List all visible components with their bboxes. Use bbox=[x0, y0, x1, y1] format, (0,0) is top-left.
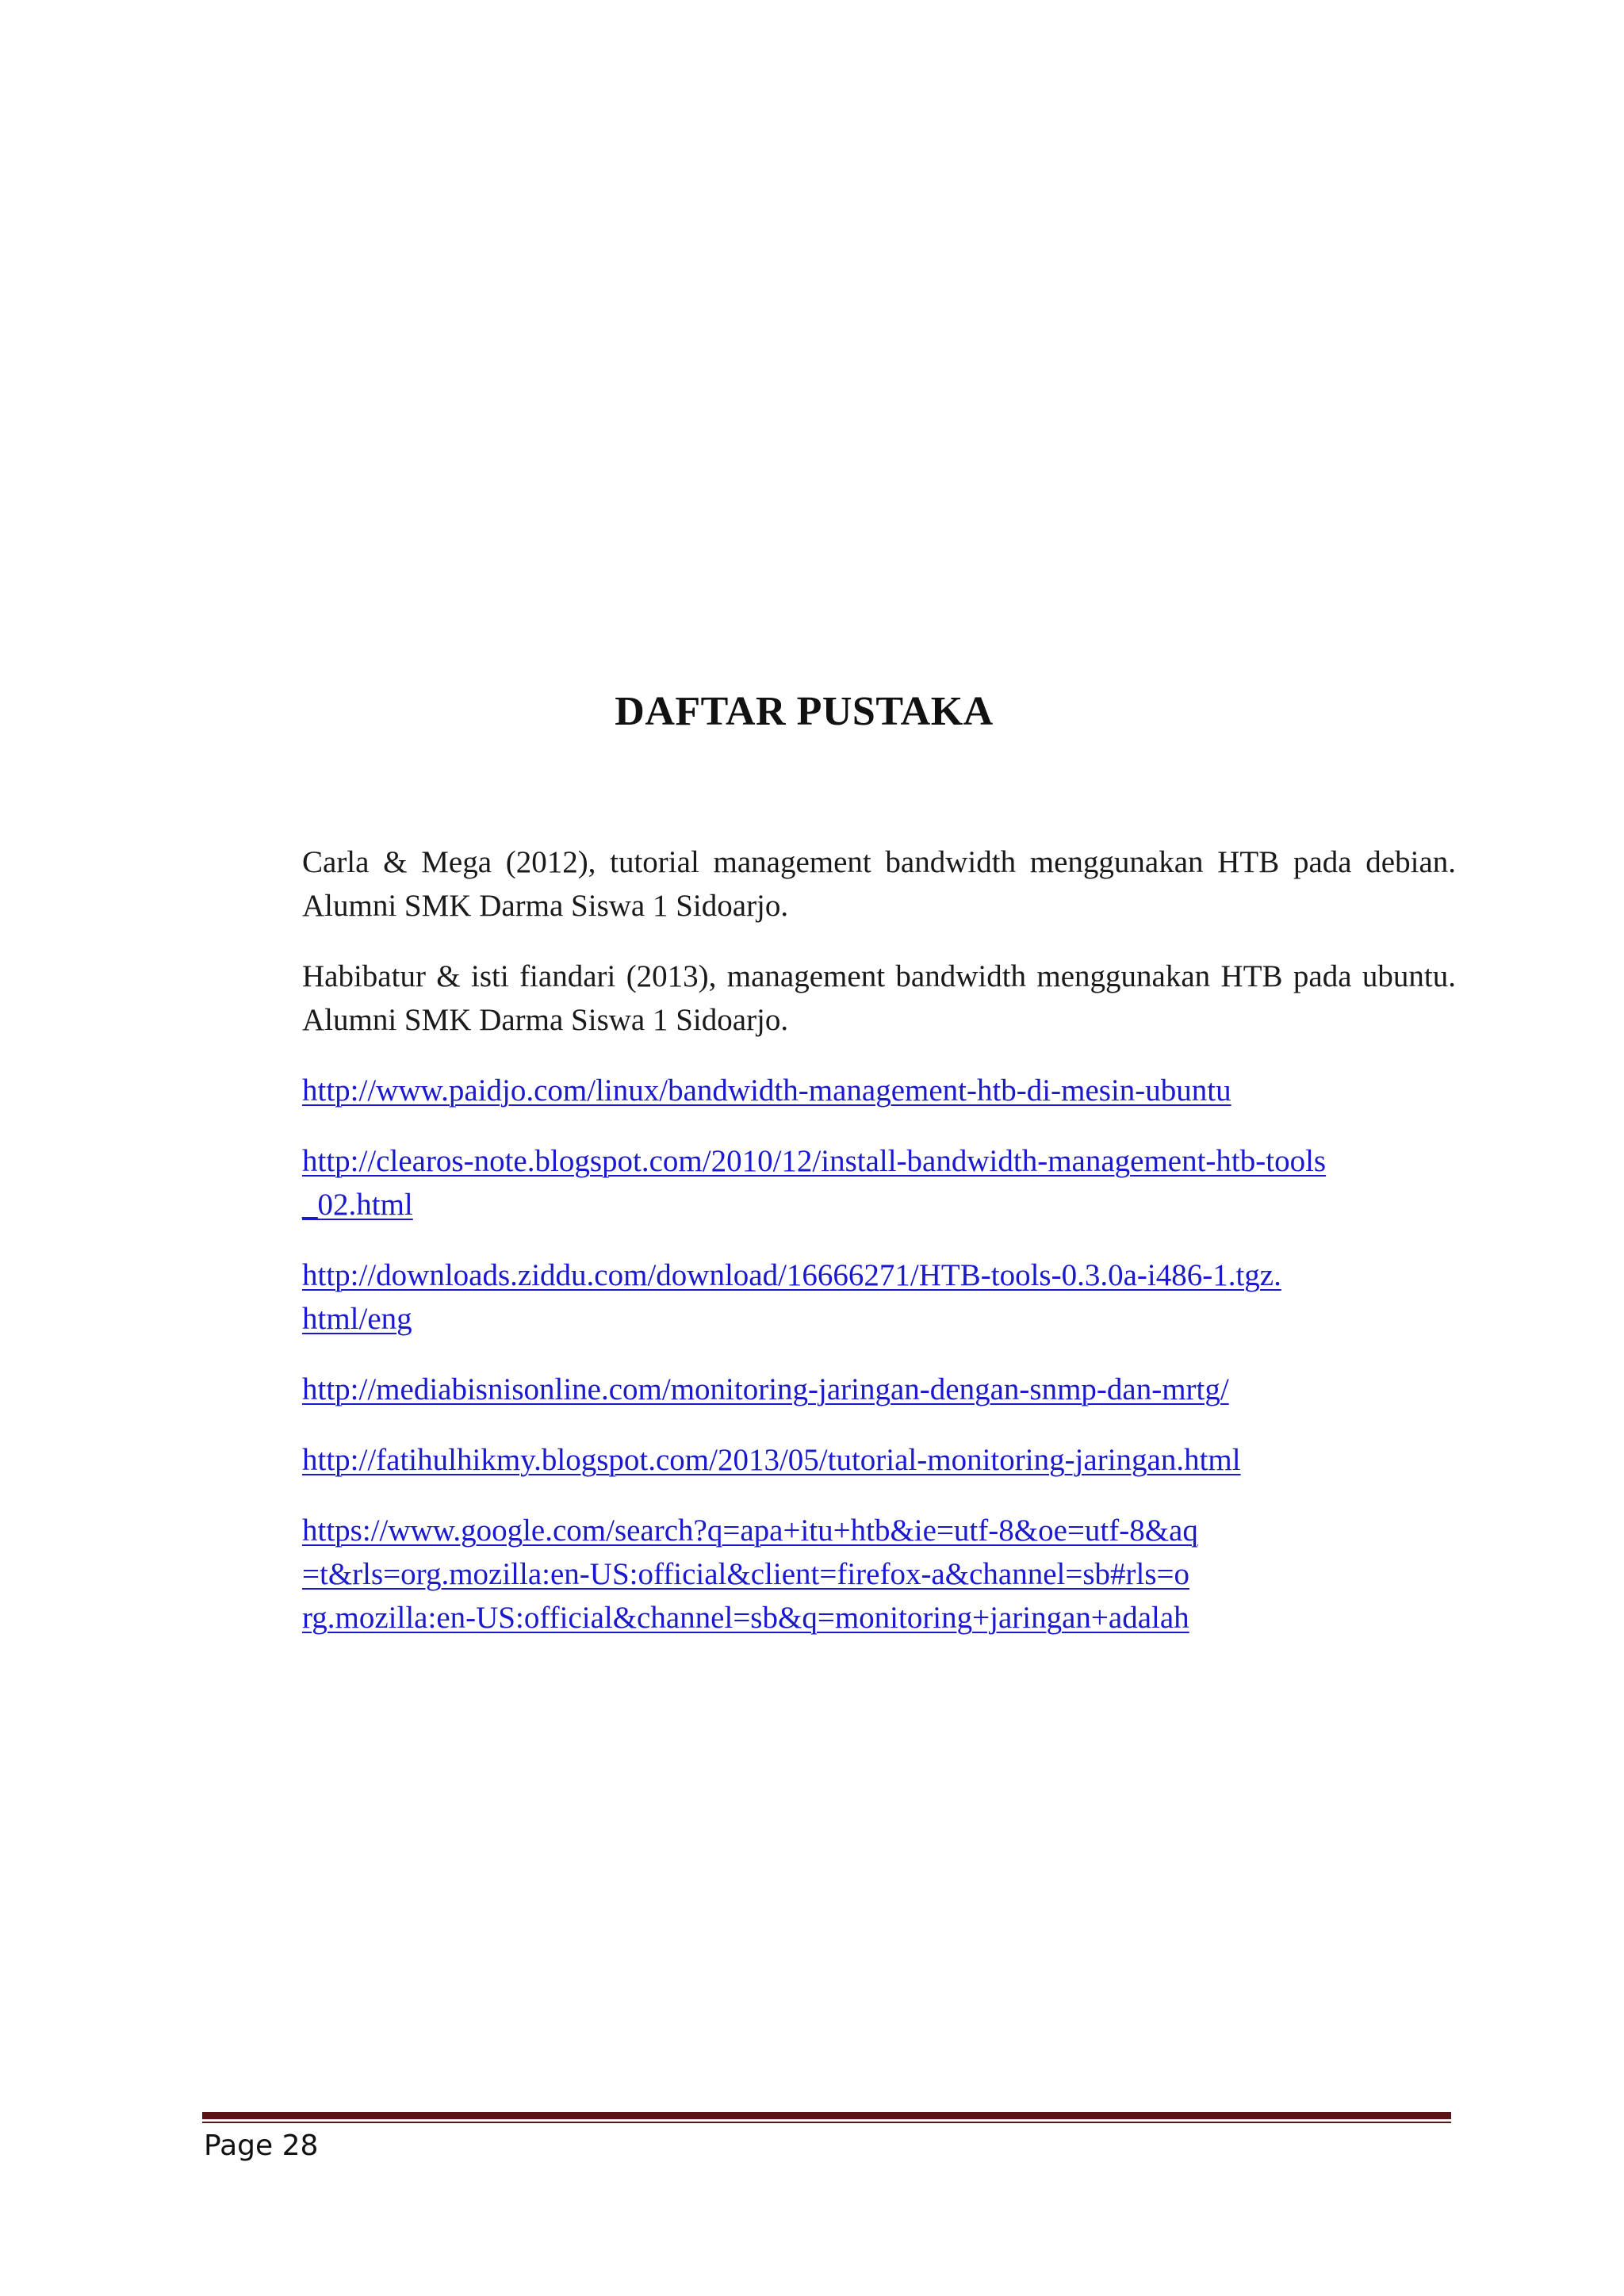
reference-text: Carla & Mega (2012), tutorial management bandwidth menggunakan HTB pada debian. Alumni SMK Darma Siswa 1 Sidoarjo. bbox=[302, 845, 1456, 923]
reference-item bbox=[302, 1253, 1456, 1341]
reference-item bbox=[302, 1069, 1456, 1112]
footer-rule-thin bbox=[202, 2122, 1451, 2123]
reference-link[interactable]: http://downloads.ziddu.com/download/16666271/HTB-tools-0.3.0a-i486-1.tgz.html/eng bbox=[302, 1258, 1281, 1336]
reference-item bbox=[302, 1139, 1456, 1226]
reference-item bbox=[302, 840, 1456, 928]
footer-rule-thick bbox=[202, 2112, 1451, 2119]
reference-link[interactable]: http://www.paidjo.com/linux/bandwidth-management-htb-di-mesin-ubuntu bbox=[302, 1073, 1231, 1108]
reference-item bbox=[302, 1509, 1456, 1640]
reference-link[interactable]: http://mediabisnisonline.com/monitoring-jaringan-dengan-snmp-dan-mrtg/ bbox=[302, 1372, 1229, 1406]
page-title: DAFTAR PUSTAKA bbox=[615, 689, 994, 734]
reference-link[interactable]: https://www.google.com/search?q=apa+itu+htb&ie=utf-8&oe=utf-8&aq=t&rls=org.mozilla:en-US:official&client=firefox-a&channel=sb#rls=org.mozilla:en-US:official&channel=sb&q=monitoring+jaringan+adalah bbox=[302, 1513, 1198, 1635]
reference-item bbox=[302, 955, 1456, 1042]
reference-item bbox=[302, 1438, 1456, 1482]
page-number: Page 28 bbox=[204, 2130, 319, 2162]
reference-link[interactable]: http://fatihulhikmy.blogspot.com/2013/05/tutorial-monitoring-jaringan.html bbox=[302, 1443, 1241, 1477]
footer-rule bbox=[202, 2112, 1451, 2123]
reference-item bbox=[302, 1368, 1456, 1411]
reference-list bbox=[302, 840, 1456, 1667]
reference-link[interactable]: http://clearos-note.blogspot.com/2010/12/install-bandwidth-management-htb-tools_02.html bbox=[302, 1144, 1327, 1222]
reference-text: Habibatur & isti fiandari (2013), management bandwidth menggunakan HTB pada ubuntu. Alumni SMK Darma Siswa 1 Sidoarjo. bbox=[302, 959, 1456, 1037]
